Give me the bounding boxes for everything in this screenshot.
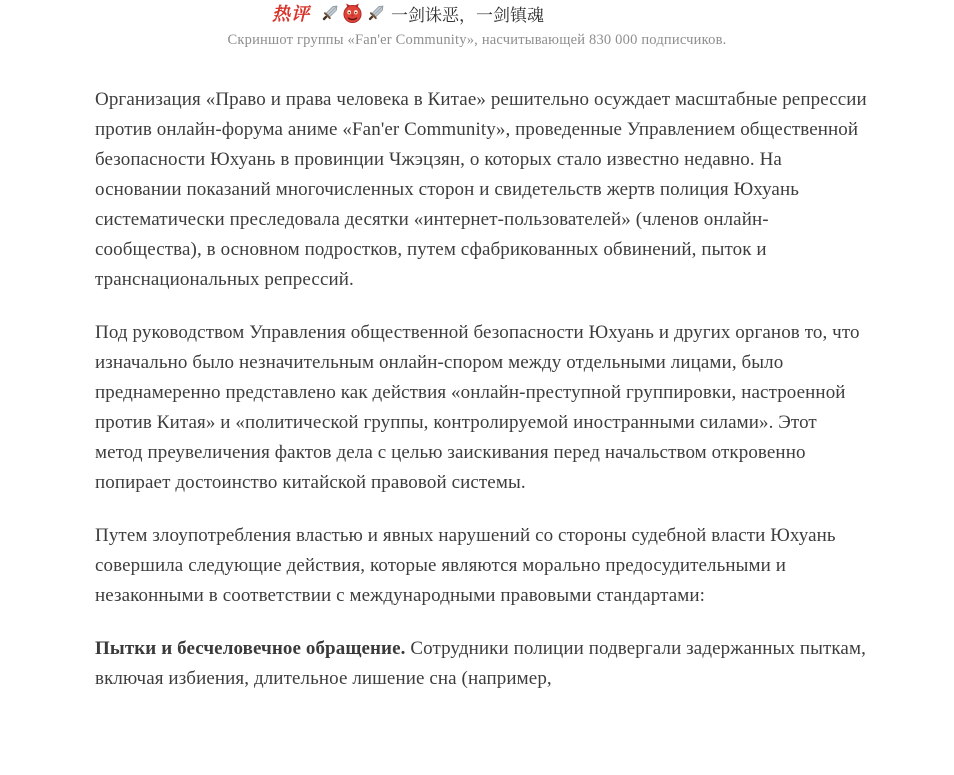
article-body bbox=[95, 85, 867, 717]
hot-comment-badge: 热评 bbox=[272, 4, 310, 25]
figure-image-strip bbox=[272, 0, 544, 26]
paragraph: Под руководством Управления общественной безопасности Юхуань и других органов то, что изначально было незначительным онлайн-спором между отдельными лицами, было преднамеренно представлено как действия «онлайн-преступной группировки, настроенной против Китая» и «политической группы, контролируемой иностранными силами». Этот метод преувеличения фактов дела с целью заискивания перед начальством откровенно попирает достоинство китайской правовой системы. bbox=[95, 322, 860, 493]
dagger-icon bbox=[319, 3, 340, 24]
ogre-face-icon bbox=[342, 3, 363, 24]
figure-quote-text: 一剑诛恶，一剑镇魂 bbox=[391, 5, 544, 26]
dagger-icon bbox=[365, 3, 386, 24]
figure-caption: Скриншот группы «Fan'er Community», насчитывающей 830 000 подписчиков. bbox=[227, 32, 727, 48]
paragraph: Пытки и бесчеловечное обращение. Сотрудники полиции подвергали задержанных пыткам, включая избиения, длительное лишение сна (например, bbox=[95, 638, 866, 689]
paragraph: Организация «Право и права человека в Китае» решительно осуждает масштабные репрессии против онлайн-форума аниме «Fan'er Community», проведенные Управлением общественной безопасности Юхуань в провинции Чжэцзян, о которых стало известно недавно. На основании показаний многочисленных сторон и свидетельств жертв полиция Юхуань систематически преследовала десятки «интернет-пользователей» (членов онлайн-сообщества), в основном подростков, путем сфабрикованных обвинений, пыток и транснациональных репрессий. bbox=[95, 89, 867, 290]
paragraph: Путем злоупотребления властью и явных нарушений со стороны судебной власти Юхуань совершила следующие действия, которые являются морально предосудительными и незаконными в соответствии с международными правовыми стандартами: bbox=[95, 525, 836, 606]
paragraph-lead: Пытки и бесчеловечное обращение. bbox=[95, 638, 411, 659]
